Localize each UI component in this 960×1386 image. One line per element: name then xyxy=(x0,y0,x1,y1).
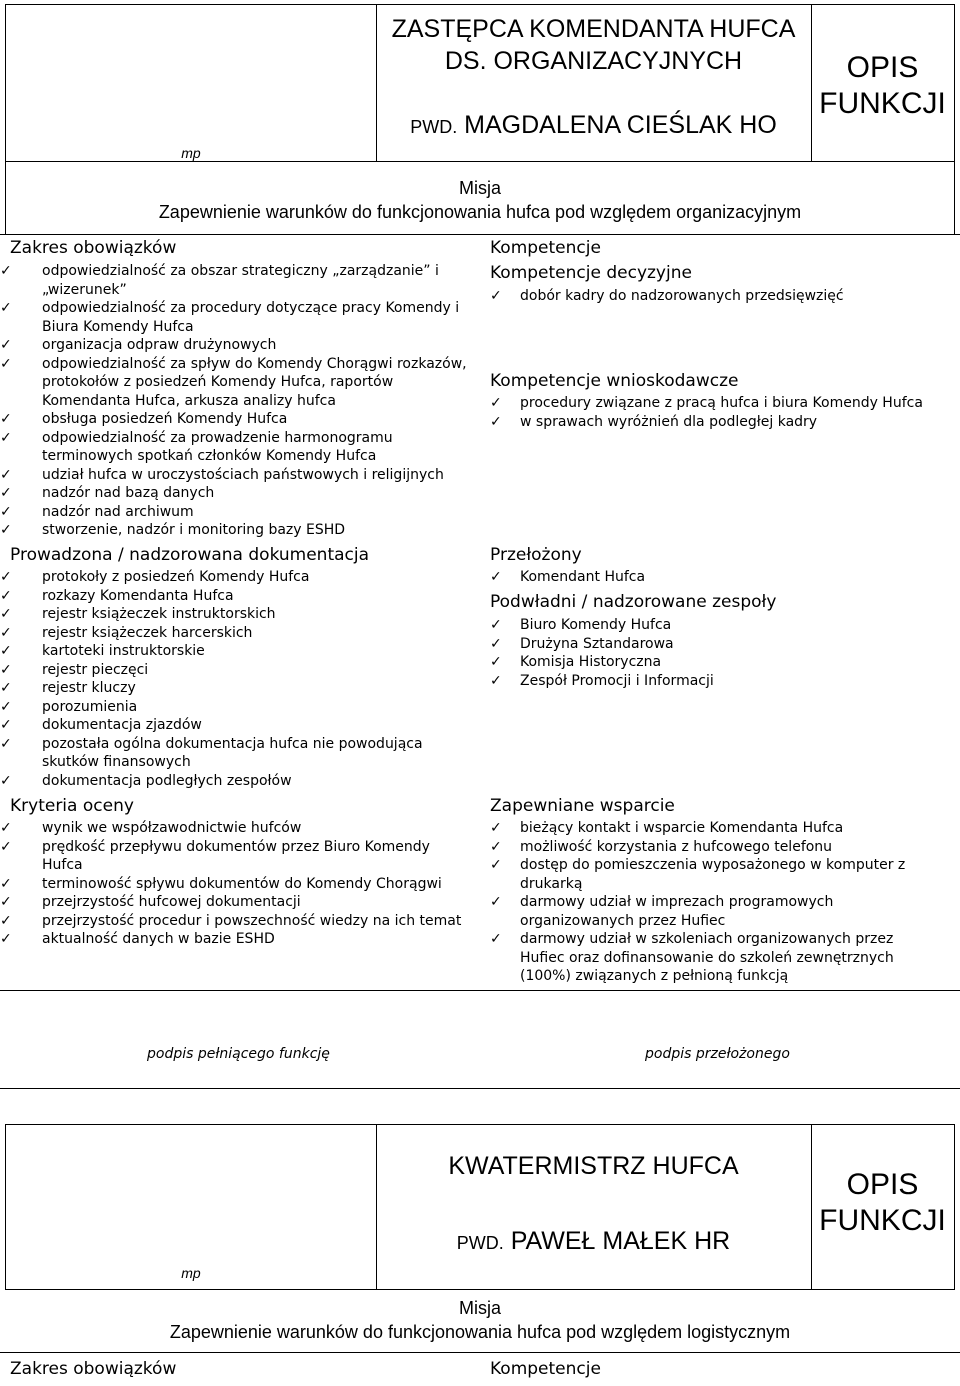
person-fullname: PAWEŁ MAŁEK HR xyxy=(510,1227,731,1255)
list-item: ✓ organizacja odpraw drużynowych xyxy=(0,336,470,355)
przelozony-heading: Przełożony xyxy=(490,545,582,565)
wsparcie-heading: Zapewniane wsparcie xyxy=(490,796,675,816)
person-name xyxy=(376,111,811,140)
list-item: ✓ Komendant Hufca xyxy=(490,568,955,587)
stamp-cell xyxy=(6,5,377,161)
kompetencje-heading: Kompetencje xyxy=(490,1359,601,1379)
misja-text: Zapewnienie warunków do funkcjonowania hufca pod względem logistycznym xyxy=(169,1322,791,1342)
list-item: ✓ bieżący kontakt i wsparcie Komendanta Hufca xyxy=(490,819,920,838)
list-item: ✓ aktualność danych w bazie ESHD xyxy=(0,930,470,949)
opis-funkcji: OPIS FUNKCJI xyxy=(819,1168,946,1237)
dokumentacja-heading: Prowadzona / nadzorowana dokumentacja xyxy=(10,545,370,565)
list-item: ✓ darmowy udział w szkoleniach organizowanych przez Hufiec oraz dofinansowanie do szkoleń zewnętrznych (100%) związanych z pełnioną funkcją xyxy=(490,930,920,986)
list-item: ✓ dostęp do pomieszczenia wyposażonego w komputer z drukarką xyxy=(490,856,920,893)
mp-label: mp xyxy=(181,145,201,161)
list-item: ✓ odpowiedzialność za obszar strategiczny „zarządzanie” i „wizerunek” xyxy=(0,262,470,299)
list-item: ✓ rejestr książeczek instruktorskich xyxy=(0,605,470,624)
divider xyxy=(0,234,960,235)
person-prefix: PWD. xyxy=(456,1233,504,1253)
list-item: ✓ rejestr książeczek harcerskich xyxy=(0,624,470,643)
kompetencje-decyzyjne-list xyxy=(490,287,955,306)
opis-cell xyxy=(811,5,954,161)
list-item: ✓ udział hufca w uroczystościach państwowych i religijnych xyxy=(0,466,470,485)
list-item: ✓ darmowy udział w imprezach programowych organizowanych przez Hufiec xyxy=(490,893,920,930)
kompetencje-heading: Kompetencje xyxy=(490,238,601,258)
list-item: ✓ stworzenie, nadzór i monitoring bazy ESHD xyxy=(0,521,470,540)
list-item: ✓ Zespół Promocji i Informacji xyxy=(490,672,955,691)
podwladni-heading: Podwładni / nadzorowane zespoły xyxy=(490,592,777,612)
list-item: ✓ obsługa posiedzeń Komendy Hufca xyxy=(0,410,470,429)
stamp-cell xyxy=(6,1125,377,1289)
kryteria-list xyxy=(0,819,470,949)
list-item: ✓ przejrzystość procedur i powszechność wiedzy na ich temat xyxy=(0,912,470,931)
list-item: ✓ terminowość spływu dokumentów do Komendy Chorągwi xyxy=(0,875,470,894)
list-item: ✓ Komisja Historyczna xyxy=(490,653,955,672)
list-item: ✓ rejestr pieczęci xyxy=(0,661,470,680)
signature-holder: podpis pełniącego funkcję xyxy=(147,1046,330,1062)
list-item: ✓ rejestr kluczy xyxy=(0,679,470,698)
dokumentacja-list xyxy=(0,568,470,790)
header-box-1 xyxy=(5,4,955,162)
divider xyxy=(0,1352,960,1353)
list-item: ✓ dokumentacja zjazdów xyxy=(0,716,470,735)
list-item: ✓ w sprawach wyróżnień dla podległej kadry xyxy=(490,413,955,432)
list-item: ✓ procedury związane z pracą hufca i biura Komendy Hufca xyxy=(490,394,955,413)
list-item: ✓ kartoteki instruktorskie xyxy=(0,642,470,661)
list-item: ✓ pozostała ogólna dokumentacja hufca nie powodująca skutków finansowych xyxy=(0,735,470,772)
list-item: ✓ rozkazy Komendanta Hufca xyxy=(0,587,470,606)
title-cell xyxy=(376,1125,812,1289)
function-title: KWATERMISTRZ HUFCA xyxy=(448,1152,739,1180)
zakres-heading: Zakres obowiązków xyxy=(10,238,177,258)
divider xyxy=(0,990,960,991)
list-item: ✓ prędkość przepływu dokumentów przez Biuro Komendy Hufca xyxy=(0,838,470,875)
podwladni-list xyxy=(490,616,955,690)
list-item: ✓ Biuro Komendy Hufca xyxy=(490,616,955,635)
list-item: ✓ dokumentacja podległych zespołów xyxy=(0,772,470,791)
list-item: ✓ dobór kadry do nadzorowanych przedsięwzięć xyxy=(490,287,955,306)
list-item: ✓ odpowiedzialność za prowadzenie harmonogramu terminowych spotkań członków Komendy Hufca xyxy=(0,429,470,466)
wsparcie-list xyxy=(490,819,920,986)
kryteria-heading: Kryteria oceny xyxy=(10,796,134,816)
list-item: ✓ przejrzystość hufcowej dokumentacji xyxy=(0,893,470,912)
signature-superior: podpis przełożonego xyxy=(645,1046,790,1062)
list-item: ✓ Drużyna Sztandarowa xyxy=(490,635,955,654)
misja-label: Misja xyxy=(458,178,501,198)
list-item: ✓ wynik we współzawodnictwie hufców xyxy=(0,819,470,838)
person-name xyxy=(376,1227,811,1256)
misja-text: Zapewnienie warunków do funkcjonowania hufca pod względem organizacyjnym xyxy=(158,202,802,222)
title-cell xyxy=(376,5,812,161)
list-item: ✓ nadzór nad archiwum xyxy=(0,503,470,522)
list-item: ✓ odpowiedzialność za procedury dotyczące pracy Komendy i Biura Komendy Hufca xyxy=(0,299,470,336)
kompetencje-decyzyjne-heading: Kompetencje decyzyjne xyxy=(490,263,692,283)
header-box-2 xyxy=(5,1124,955,1290)
function-title: ZASTĘPCA KOMENDANTA HUFCA DS. ORGANIZACYJNYCH xyxy=(391,15,796,75)
opis-funkcji: OPIS FUNKCJI xyxy=(819,51,946,120)
zakres-list xyxy=(0,262,470,540)
przelozony-list xyxy=(490,568,955,587)
mp-label: mp xyxy=(181,1265,201,1281)
divider xyxy=(0,1088,960,1089)
person-prefix: PWD. xyxy=(410,117,458,137)
list-item: ✓ odpowiedzialność za spływ do Komendy Chorągwi rozkazów, protokołów z posiedzeń Komendy Hufca, raportów Komendanta Hufca, arkusza analizy hufca xyxy=(0,355,470,411)
kompetencje-wnioskodawcze-list xyxy=(490,394,955,431)
list-item: ✓ protokoły z posiedzeń Komendy Hufca xyxy=(0,568,470,587)
kompetencje-wnioskodawcze-heading: Kompetencje wnioskodawcze xyxy=(490,371,739,391)
list-item: ✓ nadzór nad bazą danych xyxy=(0,484,470,503)
list-item: ✓ możliwość korzystania z hufcowego telefonu xyxy=(490,838,920,857)
person-fullname: MAGDALENA CIEŚLAK HO xyxy=(464,111,777,139)
zakres-heading: Zakres obowiązków xyxy=(10,1359,177,1379)
list-item: ✓ porozumienia xyxy=(0,698,470,717)
opis-cell xyxy=(811,1125,954,1289)
misja-label: Misja xyxy=(458,1298,501,1318)
